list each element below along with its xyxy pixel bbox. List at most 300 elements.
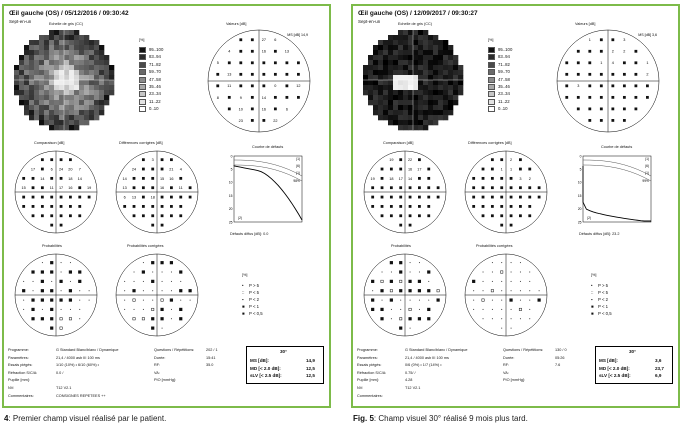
defect-marker (399, 196, 402, 199)
probability-marker-low (134, 272, 135, 273)
probability-marker-high (427, 270, 430, 273)
probability-marker-low (391, 309, 392, 310)
greyscale-cell (39, 90, 44, 95)
defect-marker (123, 205, 126, 208)
greyscale-cell (49, 110, 54, 115)
greyscale-cell (34, 65, 39, 70)
probability-marker-high (427, 289, 430, 292)
probability-marker-low (410, 300, 411, 301)
greyscale-cell (49, 90, 54, 95)
probability-marker-low (89, 290, 90, 291)
greyscale-cell (49, 70, 54, 75)
defect-marker (170, 186, 173, 189)
curve-title: Courbe de défauts (252, 145, 284, 149)
greyscale-cell (39, 35, 44, 40)
probability-marker-high (142, 270, 145, 273)
greyscale-cell (104, 95, 109, 100)
greyscale-cell (84, 35, 89, 40)
greyscale-cell (19, 70, 24, 75)
prob-legend-unit: [%] (591, 273, 597, 277)
defect-marker (142, 205, 145, 208)
info-label: Essais piégés: (357, 363, 382, 368)
greyscale-cell (84, 90, 89, 95)
value-label: 19 (86, 186, 92, 191)
greyscale-cell (388, 85, 393, 90)
legend-swatch (488, 91, 495, 97)
probability-marker-high (399, 327, 402, 330)
defect-marker (500, 196, 503, 199)
defect-marker (399, 158, 402, 161)
greyscale-cell (393, 95, 398, 100)
greyscale-cell (413, 110, 418, 115)
defect-marker (50, 158, 53, 161)
legend-swatch (488, 84, 495, 90)
legend-unit: [%] (139, 38, 145, 42)
greyscale-cell (49, 95, 54, 100)
greyscale-cell (74, 60, 79, 65)
probability-marker-low (143, 300, 144, 301)
legend-label: 59..70 (498, 69, 510, 75)
curve-annotation: (1) (644, 171, 649, 175)
prob-corr-title: Probabilités corrigées (476, 244, 513, 248)
defect-marker (142, 168, 145, 171)
greyscale-cell (59, 70, 64, 75)
greyscale-cell (39, 55, 44, 60)
greyscale-cell (109, 75, 114, 80)
greyscale-cell (433, 40, 438, 45)
greyscale-cell (59, 80, 64, 85)
greyscale-cell (398, 90, 403, 95)
probability-marker-low (124, 281, 125, 282)
probability-marker-mid (437, 290, 439, 292)
greyscale-cell (438, 65, 443, 70)
defect-marker (228, 96, 231, 99)
greyscale-cell (458, 90, 463, 95)
defect-marker (151, 214, 154, 217)
greyscale-cell (418, 75, 423, 80)
greyscale-cell (84, 120, 89, 125)
greyscale-cell (418, 110, 423, 115)
greyscale-cell (84, 95, 89, 100)
value-label: 14 (407, 176, 413, 181)
curve-tick: 20 (228, 207, 233, 212)
defect-marker (262, 119, 265, 122)
greyscale-cell (34, 60, 39, 65)
greyscale-cell (383, 85, 388, 90)
probability-marker-high (418, 317, 421, 320)
greyscale-cell (418, 70, 423, 75)
greyscale-cell (59, 100, 64, 105)
curve-tick: 25 (577, 220, 582, 225)
probability-marker-high (31, 270, 34, 273)
greyscale-cell (29, 45, 34, 50)
greyscale-cell (383, 65, 388, 70)
greyscale-cell (14, 90, 19, 95)
greyscale-cell (79, 75, 84, 80)
greyscale-cell (453, 85, 458, 90)
value-label: 20 (68, 167, 73, 172)
defect-marker (611, 38, 614, 41)
greyscale-cell (64, 55, 69, 60)
value-label: 0 (274, 84, 277, 89)
greyscale-cell (418, 30, 423, 35)
probability-marker-high (78, 270, 81, 273)
info-value: 0.75/ / (405, 370, 416, 375)
probability-marker-low (79, 290, 80, 291)
info-value: 21,4 / 4000 asb III 100 ms (56, 355, 100, 360)
prob-legend-symbol: • (591, 283, 593, 288)
probability-marker-low (124, 300, 125, 301)
greyscale-cell (64, 125, 69, 130)
prob-legend-item (591, 304, 608, 309)
info-label: Pupille [mm]: (8, 378, 30, 383)
legend-item (139, 77, 161, 83)
prob-legend-item (591, 297, 608, 302)
greyscale-cell (418, 115, 423, 120)
greyscale-cell (423, 85, 428, 90)
greyscale-cell (69, 75, 74, 80)
defect-marker (170, 158, 173, 161)
defect-marker (262, 84, 265, 87)
greyscale-cell (428, 60, 433, 65)
greyscale-cell (64, 65, 69, 70)
legend-item (488, 62, 510, 68)
greyscale-cell (34, 115, 39, 120)
greyscale-cell (403, 115, 408, 120)
probability-marker-high (399, 270, 402, 273)
defect-marker (170, 196, 173, 199)
defect-marker (418, 186, 421, 189)
value-label: 18 (150, 195, 155, 200)
defect-marker (50, 214, 53, 217)
defect-marker (151, 177, 154, 180)
greyscale-cell (84, 55, 89, 60)
greyscale-cell (378, 60, 383, 65)
probability-marker-low (419, 272, 420, 273)
greyscale-cell (408, 40, 413, 45)
greyscale-cell (29, 85, 34, 90)
value-label: 2 (611, 49, 614, 54)
prob-legend-item (242, 297, 259, 302)
greyscale-cell (438, 60, 443, 65)
defect-marker (634, 84, 637, 87)
greyscale-cell (398, 105, 403, 110)
defect-marker (500, 214, 503, 217)
greyscale-cell (378, 105, 383, 110)
greyscale-cell (54, 35, 59, 40)
probability-marker-high (418, 289, 421, 292)
greyscale-cell (59, 85, 64, 90)
defect-marker (60, 196, 63, 199)
probability-marker-low (511, 262, 512, 263)
probability-marker-high (399, 289, 402, 292)
greyscale-cell (54, 115, 59, 120)
probability-marker-high (408, 317, 411, 320)
greyscale-cell (448, 110, 453, 115)
prob-legend-label: P > 5 (249, 283, 260, 288)
probability-marker-mid (381, 280, 383, 282)
greyscale-cell (104, 100, 109, 105)
probability-marker-low (520, 281, 521, 282)
probability-marker-high (78, 280, 81, 283)
greyscale-cell (403, 30, 408, 35)
defect-marker (538, 186, 541, 189)
defect-marker (78, 186, 81, 189)
greyscale-cell (19, 55, 24, 60)
probability-marker-high (380, 317, 383, 320)
legend-swatch (139, 69, 146, 75)
greyscale-cell (69, 95, 74, 100)
defect-marker (623, 107, 626, 110)
greyscale-cell (388, 100, 393, 105)
probability-marker-high (427, 317, 430, 320)
legend-item (488, 106, 508, 112)
defect-marker (69, 158, 72, 161)
greyscale-cell (39, 100, 44, 105)
greyscale-cell (64, 115, 69, 120)
defect-marker (50, 196, 53, 199)
greyscale-cell (59, 95, 64, 100)
greyscale-cell (408, 110, 413, 115)
legend-swatch (139, 77, 146, 83)
greyscale-cell (34, 50, 39, 55)
greyscale-cell (19, 75, 24, 80)
value-label: 10 (238, 107, 243, 112)
greyscale-cell (388, 120, 393, 125)
defect-marker (623, 84, 626, 87)
defect-marker (418, 205, 421, 208)
defect-marker (510, 186, 513, 189)
defect-marker (510, 205, 513, 208)
value-label: 3 (577, 84, 580, 89)
defect-marker (519, 168, 522, 171)
greyscale-cell (378, 55, 383, 60)
greyscale-cell (393, 85, 398, 90)
greyscale-cell (29, 75, 34, 80)
legend-label: 23..34 (149, 91, 161, 97)
greyscale-cell (413, 85, 418, 90)
greyscale-cell (54, 120, 59, 125)
defect-marker (634, 50, 637, 53)
defect-marker (600, 73, 603, 76)
greyscale-cell (393, 40, 398, 45)
probability-marker-high (151, 317, 154, 320)
greyscale-cell (49, 35, 54, 40)
probability-marker-low (511, 328, 512, 329)
greyscale-cell (368, 90, 373, 95)
greyscale-cell (54, 60, 59, 65)
greyscale-cell (433, 110, 438, 115)
greyscale-cell (378, 100, 383, 105)
greyscale-cell (388, 40, 393, 45)
defect-marker (409, 224, 412, 227)
greyscale-cell (54, 100, 59, 105)
info-value: T12 V2.1 (56, 386, 72, 390)
probability-map (362, 252, 450, 340)
value-label: 18 (68, 176, 73, 181)
probability-marker-low (79, 300, 80, 301)
probability-marker-high (160, 308, 163, 311)
greyscale-cell (84, 115, 89, 120)
greyscale-cell (84, 85, 89, 90)
greyscale-cell (69, 35, 74, 40)
greyscale-cell (14, 70, 19, 75)
greyscale-cell (383, 40, 388, 45)
greyscale-cell (94, 100, 99, 105)
greyscale-cell (363, 80, 368, 85)
defect-marker (50, 205, 53, 208)
info-value: 21,4 / 4000 asb III 100 ms (405, 355, 449, 360)
probability-marker-high (538, 298, 541, 301)
greyscale-cell (428, 50, 433, 55)
defect-marker (510, 196, 513, 199)
prob-legend-item (591, 311, 612, 316)
greyscale-cell (438, 110, 443, 115)
info-label: RF: (154, 363, 161, 368)
curve-annotation: (1) (295, 157, 300, 161)
greyscale-cell (69, 120, 74, 125)
prob-legend-label: P < 0,5 (598, 311, 612, 316)
probability-marker-mid (491, 290, 493, 292)
greyscale-cell (74, 30, 79, 35)
greyscale-cell (84, 40, 89, 45)
greyscale-cell (69, 100, 74, 105)
value-label: 16 (159, 186, 165, 191)
greyscale-cell (69, 115, 74, 120)
legend-item (488, 99, 510, 105)
probability-marker-low (419, 262, 420, 263)
greyscale-cell (418, 65, 423, 70)
legend-item (488, 91, 510, 97)
greyscale-cell (403, 55, 408, 60)
greyscale-cell (49, 55, 54, 60)
curve-tick: 0 (579, 154, 582, 159)
defect-marker (32, 214, 35, 217)
greyscale-cell (398, 80, 403, 85)
greyscale-cell (393, 110, 398, 115)
probability-marker-high (50, 298, 53, 301)
info-label: NV: (8, 386, 15, 390)
greyscale-cell (24, 50, 29, 55)
probability-marker-low (529, 309, 530, 310)
greyscale-cell (94, 110, 99, 115)
greyscale-cell (428, 55, 433, 60)
legend-label: 71..82 (498, 61, 510, 67)
prob-legend-label: P < 2 (249, 297, 260, 302)
greyscale-cell (34, 70, 39, 75)
probability-marker-low (391, 272, 392, 273)
greyscale-cell (49, 60, 54, 65)
greyscale-cell (423, 80, 428, 85)
info-value: 0.0 / (56, 370, 64, 375)
greyscale-cell (104, 85, 109, 90)
greyscale-cell (403, 75, 408, 80)
defect-marker (274, 73, 277, 76)
defect-marker (22, 177, 25, 180)
greyscale-cell (64, 70, 69, 75)
greyscale-cell (403, 35, 408, 40)
greyscale-cell (84, 80, 89, 85)
legend-item (488, 47, 512, 53)
prob-legend-label: P < 0,5 (249, 311, 263, 316)
value-label: 24 (58, 167, 64, 172)
greyscale-cell (69, 45, 74, 50)
probability-marker-low (492, 318, 493, 319)
probability-marker-high (380, 289, 383, 292)
probability-marker-low (483, 281, 484, 282)
greyscale-cell (373, 105, 378, 110)
defect-marker (22, 205, 25, 208)
prob-legend-label: P < 5 (249, 290, 260, 295)
info-label: Durée: (154, 355, 166, 360)
greyscale-cell (403, 65, 408, 70)
greyscale-cell (49, 105, 54, 110)
greyscale-cell (94, 85, 99, 90)
probability-marker-low (428, 300, 429, 301)
probability-marker-high (170, 298, 173, 301)
probability-marker-high (437, 298, 440, 301)
probability-marker-low (520, 272, 521, 273)
greyscale-cell (388, 55, 393, 60)
greyscale-cell (383, 105, 388, 110)
greyscale-cell (14, 65, 19, 70)
greyscale-cell (418, 40, 423, 45)
greyscale-cell (418, 105, 423, 110)
probability-marker-high (179, 308, 182, 311)
greyscale-cell (383, 100, 388, 105)
info-label: Questions / Répétitions: (154, 348, 195, 352)
info-value: G Standard Blanc/blanc / Dynamique (56, 348, 119, 352)
greyscale-cell (458, 70, 463, 75)
defect-marker (251, 50, 254, 53)
greyscale-cell (383, 60, 388, 65)
probability-marker-low (529, 300, 530, 301)
greyscale-cell (54, 55, 59, 60)
greyscale-cell (19, 95, 24, 100)
curve-title: Courbe de défauts (601, 145, 633, 149)
greyscale-cell (39, 45, 44, 50)
greyscale-cell (64, 75, 69, 80)
value-label: 16 (68, 186, 73, 191)
greyscale-cell (403, 125, 408, 130)
defect-marker (381, 186, 384, 189)
defect-marker (588, 84, 591, 87)
probability-marker-high (50, 327, 53, 330)
probability-marker-mid (152, 308, 154, 310)
greyscale-cell (423, 30, 428, 35)
greyscale-cell (84, 70, 89, 75)
greyscale-cell (89, 95, 94, 100)
greyscale-cell (433, 85, 438, 90)
greyscale-cell (84, 110, 89, 115)
greyscale-cell (29, 70, 34, 75)
greyscale-cell (418, 100, 423, 105)
defect-marker (32, 177, 35, 180)
greyscale-cell (74, 50, 79, 55)
greyscale-cell (398, 125, 403, 130)
greyscale-cell (24, 75, 29, 80)
prob-legend-item (591, 283, 608, 288)
greyscale-cell (99, 45, 104, 50)
probability-corrected-map (114, 252, 202, 340)
defect-marker (427, 168, 430, 171)
greyscale-cell (378, 75, 383, 80)
greyscale-cell (79, 110, 84, 115)
greyscale-cell (453, 90, 458, 95)
report-subheader: Sept-en-un (9, 19, 32, 24)
defect-marker (588, 61, 591, 64)
summary-value: 12,5 (306, 373, 315, 378)
